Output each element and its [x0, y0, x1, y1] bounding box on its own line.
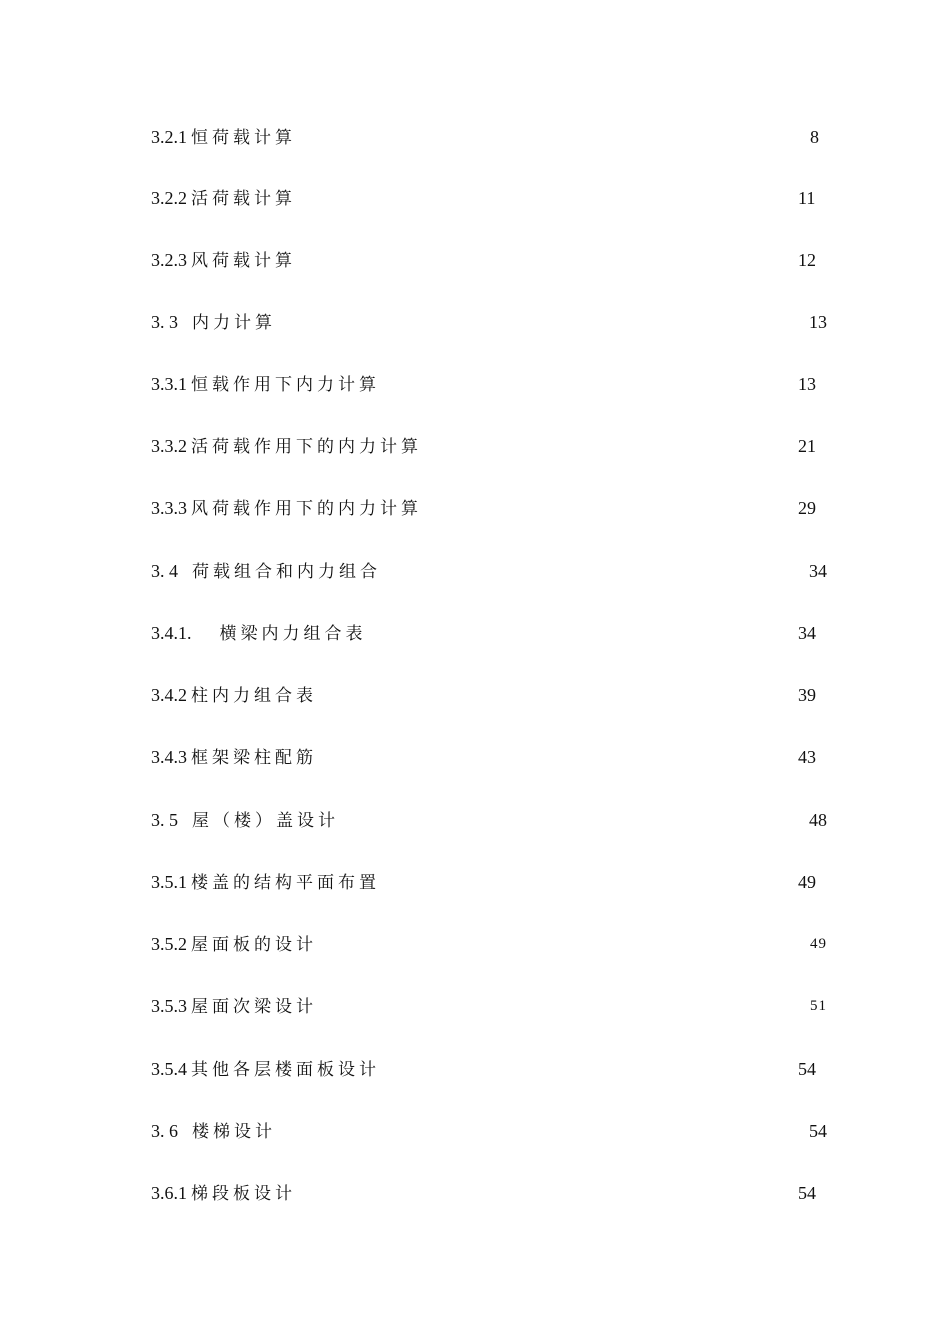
- toc-entry-title: [151, 618, 367, 649]
- toc-entry: [0, 431, 950, 461]
- toc-entry: [0, 122, 950, 152]
- toc-entry-page: 49: [810, 936, 827, 952]
- toc-entry-text: 活荷载计算: [191, 189, 296, 209]
- toc-entry: [0, 680, 950, 710]
- toc-entry: [0, 991, 950, 1021]
- toc-entry-title: [151, 431, 422, 462]
- toc-entry-number: 3. 3: [151, 312, 178, 332]
- toc-entry: [0, 929, 950, 959]
- toc-entry-page: 51: [810, 998, 827, 1014]
- toc-entry-page: 11: [798, 188, 816, 208]
- toc-entry-number: 3.4.3: [151, 747, 187, 767]
- toc-entry-page: 43: [798, 747, 816, 767]
- toc-entry-text: 屋（楼）盖设计: [192, 811, 339, 831]
- toc-entry-page: 39: [798, 685, 816, 705]
- toc-entry-page: 21: [798, 436, 816, 456]
- toc-entry-title: [151, 183, 296, 214]
- toc-entry-text: 内力计算: [192, 313, 276, 333]
- toc-entry-number: 3. 6: [151, 1121, 178, 1141]
- toc-entry-title: [151, 1054, 380, 1085]
- toc-entry-number: 3.5.3: [151, 996, 187, 1016]
- toc-entry-page: 13: [798, 374, 816, 394]
- toc-entry-page: 8: [810, 127, 819, 147]
- toc-entry-number: 3.3.3: [151, 498, 187, 518]
- toc-entry-title: [151, 1116, 276, 1147]
- toc-entry-text: 恒荷载计算: [191, 128, 296, 148]
- toc-entry-page: 54: [809, 1121, 827, 1141]
- toc-entry-number: 3.2.1: [151, 127, 187, 147]
- toc-entry-number: 3.3.1: [151, 374, 187, 394]
- toc-entry-text: 荷载组合和内力组合: [192, 562, 381, 582]
- toc-entry-number: 3.2.3: [151, 250, 187, 270]
- toc-entry: [0, 1116, 950, 1146]
- toc-entry-page: 34: [809, 561, 827, 581]
- toc-entry: [0, 307, 950, 337]
- toc-entry-title: [151, 867, 380, 898]
- toc-entry-page: 54: [798, 1183, 816, 1203]
- toc-entry-number: 3.6.1: [151, 1183, 187, 1203]
- toc-entry: [0, 618, 950, 648]
- toc-entry-title: [151, 122, 296, 153]
- toc-entry-text: 屋面板的设计: [191, 935, 317, 955]
- toc-entry-title: [151, 1178, 296, 1209]
- toc-entry-text: 活荷载作用下的内力计算: [191, 437, 422, 457]
- toc-entry-text: 梯段板设计: [191, 1184, 296, 1204]
- toc-entry-number: 3. 4: [151, 561, 178, 581]
- toc-entry-title: [151, 805, 339, 836]
- toc-entry-title: [151, 245, 296, 276]
- toc-entry-page: 49: [798, 872, 816, 892]
- toc-entry-number: 3.5.4: [151, 1059, 187, 1079]
- toc-entry-text: 风荷载计算: [191, 251, 296, 271]
- toc-entry-text: 横梁内力组合表: [219, 624, 367, 644]
- toc-entry: [0, 245, 950, 275]
- toc-entry-title: [151, 742, 317, 773]
- toc-entry-title: [151, 369, 380, 400]
- toc-entry-number: 3. 5: [151, 810, 178, 830]
- toc-entry: [0, 556, 950, 586]
- toc-entry-title: [151, 929, 317, 960]
- toc-entry: [0, 493, 950, 523]
- toc-entry-text: 屋面次梁设计: [191, 997, 317, 1017]
- toc-entry-page: 34: [798, 623, 816, 643]
- toc-entry-page: 13: [809, 312, 827, 332]
- toc-entry-page: 54: [798, 1059, 816, 1079]
- toc-entry-number: 3.3.2: [151, 436, 187, 456]
- toc-entry-title: [151, 556, 381, 587]
- toc-entry-number: 3.5.1: [151, 872, 187, 892]
- toc-entry-text: 楼盖的结构平面布置: [191, 873, 380, 893]
- toc-entry-title: [151, 680, 317, 711]
- toc-entry-title: [151, 307, 276, 338]
- toc-entry-page: 48: [809, 810, 827, 830]
- toc-entry: [0, 1054, 950, 1084]
- toc-entry-page: 12: [798, 250, 816, 270]
- toc-entry-number: 3.4.1.: [151, 623, 192, 643]
- toc-entry-text: 风荷载作用下的内力计算: [191, 499, 422, 519]
- toc-entry: [0, 867, 950, 897]
- toc-entry: [0, 369, 950, 399]
- toc-entry-text: 恒载作用下内力计算: [191, 375, 380, 395]
- toc-entry-text: 框架梁柱配筋: [191, 748, 317, 768]
- toc-entry: [0, 742, 950, 772]
- toc-entry: [0, 183, 950, 213]
- toc-entry-number: 3.4.2: [151, 685, 187, 705]
- toc-entry-text: 柱内力组合表: [191, 686, 317, 706]
- toc-entry-text: 楼梯设计: [192, 1122, 276, 1142]
- toc-entry-page: 29: [798, 498, 816, 518]
- toc-entry-title: [151, 493, 422, 524]
- toc-entry: [0, 805, 950, 835]
- toc-entry: [0, 1178, 950, 1208]
- toc-entry-number: 3.2.2: [151, 188, 187, 208]
- toc-entry-text: 其他各层楼面板设计: [191, 1060, 380, 1080]
- toc-entry-number: 3.5.2: [151, 934, 187, 954]
- toc-entry-title: [151, 991, 317, 1022]
